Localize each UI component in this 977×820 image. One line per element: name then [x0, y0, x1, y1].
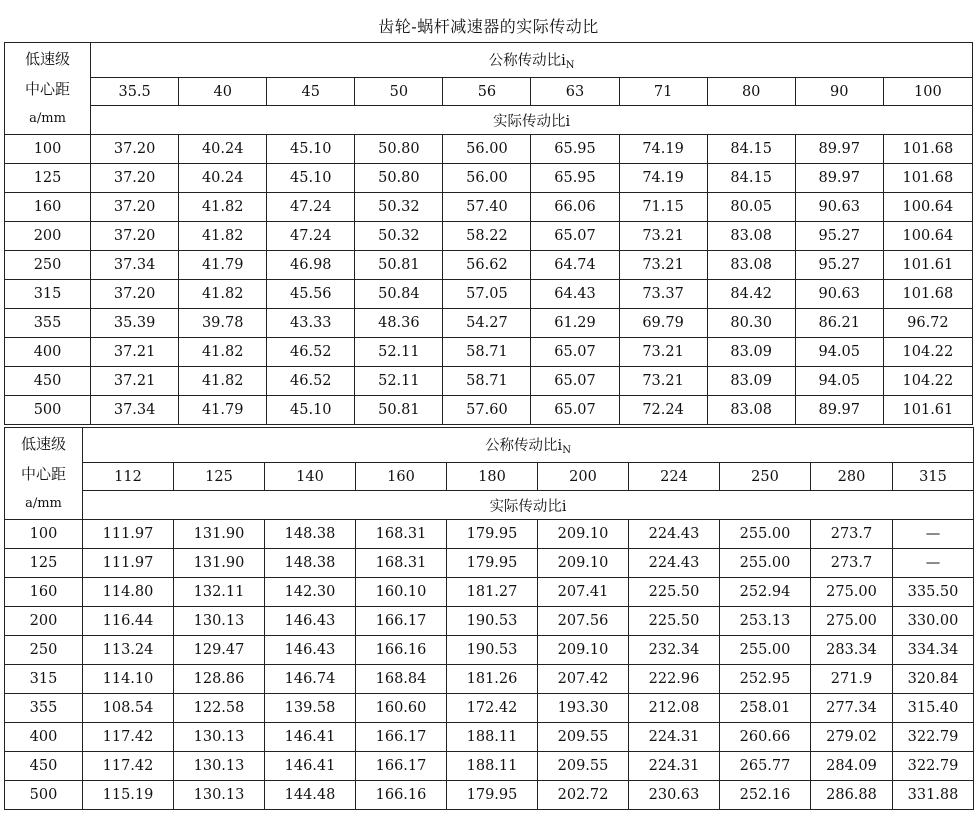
actual-ratio-cell: 57.60: [443, 396, 531, 425]
actual-ratio-cell: 47.24: [267, 193, 355, 222]
actual-ratio-cell: 212.08: [629, 694, 720, 723]
nominal-ratio-cell: 125: [174, 463, 265, 491]
actual-ratio-cell: 146.43: [265, 636, 356, 665]
actual-ratio-cell: 166.17: [356, 752, 447, 781]
actual-ratio-cell: 166.17: [356, 723, 447, 752]
center-distance-cell: 500: [5, 781, 83, 810]
nominal-ratio-cell: 100: [883, 78, 972, 106]
actual-ratio-cell: 80.05: [707, 193, 795, 222]
center-distance-cell: 200: [5, 607, 83, 636]
actual-ratio-cell: 222.96: [629, 665, 720, 694]
actual-ratio-cell: 188.11: [447, 752, 538, 781]
nominal-ratio-cell: 50: [355, 78, 443, 106]
actual-ratio-cell: 273.7: [811, 520, 893, 549]
actual-ratio-cell: 146.41: [265, 752, 356, 781]
actual-ratio-cell: 41.79: [179, 251, 267, 280]
actual-ratio-cell: 37.20: [91, 135, 179, 164]
actual-ratio-cell: 111.97: [83, 520, 174, 549]
actual-ratio-cell: 130.13: [174, 752, 265, 781]
actual-ratio-cell: 209.10: [538, 549, 629, 578]
actual-ratio-cell: 41.82: [179, 367, 267, 396]
actual-ratio-cell: 111.97: [83, 549, 174, 578]
center-distance-cell: 160: [5, 578, 83, 607]
actual-ratio-cell: 46.52: [267, 338, 355, 367]
actual-ratio-cell: 330.00: [893, 607, 974, 636]
actual-ratio-cell: 255.00: [720, 520, 811, 549]
actual-ratio-cell: 168.31: [356, 549, 447, 578]
table-row: [5, 251, 973, 280]
actual-ratio-cell: 179.95: [447, 781, 538, 810]
actual-ratio-cell: 335.50: [893, 578, 974, 607]
table-row: [5, 723, 974, 752]
actual-ratio-cell: 320.84: [893, 665, 974, 694]
table-row: [5, 694, 974, 723]
actual-ratio-cell: 284.09: [811, 752, 893, 781]
actual-ratio-cell: 73.21: [619, 338, 707, 367]
actual-ratio-cell: 101.61: [883, 396, 972, 425]
actual-ratio-cell: 83.08: [707, 396, 795, 425]
actual-ratio-cell: 45.10: [267, 396, 355, 425]
actual-ratio-cell: 209.55: [538, 752, 629, 781]
actual-ratio-cell: 37.34: [91, 251, 179, 280]
actual-ratio-cell: 181.26: [447, 665, 538, 694]
actual-ratio-cell: 41.82: [179, 222, 267, 251]
nominal-ratio-cell: 180: [447, 463, 538, 491]
actual-ratio-cell: 84.42: [707, 280, 795, 309]
actual-ratio-cell: 58.22: [443, 222, 531, 251]
center-distance-header-line2: 中心距: [20, 464, 66, 483]
actual-ratio-cell: 168.84: [356, 665, 447, 694]
actual-ratio-cell: 50.32: [355, 193, 443, 222]
center-distance-cell: 315: [5, 665, 83, 694]
actual-ratio-cell: 275.00: [811, 578, 893, 607]
actual-ratio-cell: 172.42: [447, 694, 538, 723]
actual-ratio-cell: 142.30: [265, 578, 356, 607]
actual-ratio-cell: 66.06: [531, 193, 619, 222]
center-distance-cell: 100: [5, 135, 91, 164]
center-distance-cell: 125: [5, 549, 83, 578]
actual-ratio-cell: 65.07: [531, 367, 619, 396]
actual-ratio-cell: 50.80: [355, 164, 443, 193]
table-row: [5, 193, 973, 222]
actual-ratio-cell: 61.29: [531, 309, 619, 338]
actual-ratio-cell: 73.37: [619, 280, 707, 309]
nominal-ratio-subscript: N: [562, 445, 571, 456]
table-row: [5, 752, 974, 781]
actual-ratio-cell: 166.16: [356, 636, 447, 665]
actual-ratio-cell: 279.02: [811, 723, 893, 752]
center-distance-cell: 500: [5, 396, 91, 425]
actual-ratio-cell: 132.11: [174, 578, 265, 607]
actual-ratio-cell: 188.11: [447, 723, 538, 752]
actual-ratio-cell: 71.15: [619, 193, 707, 222]
actual-ratio-cell: 104.22: [883, 367, 972, 396]
nominal-ratio-subscript: N: [565, 60, 575, 71]
actual-ratio-cell: 202.72: [538, 781, 629, 810]
actual-ratio-cell: 224.43: [629, 549, 720, 578]
actual-ratio-cell: 90.63: [795, 193, 883, 222]
actual-ratio-cell: 101.68: [883, 280, 972, 309]
center-distance-cell: 250: [5, 636, 83, 665]
actual-ratio-cell: 148.38: [265, 549, 356, 578]
actual-ratio-cell: 64.74: [531, 251, 619, 280]
actual-ratio-cell: 166.17: [356, 607, 447, 636]
center-distance-cell: 125: [5, 164, 91, 193]
actual-ratio-cell: 146.41: [265, 723, 356, 752]
actual-ratio-cell: 331.88: [893, 781, 974, 810]
actual-ratio-cell: 56.00: [443, 164, 531, 193]
actual-ratio-cell: 225.50: [629, 578, 720, 607]
center-distance-header: [5, 428, 83, 520]
actual-ratio-cell: 139.58: [265, 694, 356, 723]
actual-ratio-cell: 45.10: [267, 135, 355, 164]
actual-ratio-cell: 116.44: [83, 607, 174, 636]
actual-ratio-cell: —: [893, 549, 974, 578]
actual-ratio-cell: 84.15: [707, 135, 795, 164]
actual-ratio-cell: 37.21: [91, 367, 179, 396]
actual-ratio-cell: 252.16: [720, 781, 811, 810]
actual-ratio-cell: 283.34: [811, 636, 893, 665]
actual-ratio-cell: 224.31: [629, 723, 720, 752]
center-distance-header-line3: a/mm: [29, 110, 66, 126]
actual-ratio-header: 实际传动比i: [83, 491, 974, 520]
actual-ratio-cell: 207.42: [538, 665, 629, 694]
actual-ratio-cell: 207.56: [538, 607, 629, 636]
actual-ratio-cell: 271.9: [811, 665, 893, 694]
nominal-ratio-cell: 45: [267, 78, 355, 106]
nominal-ratio-cell: 80: [707, 78, 795, 106]
actual-ratio-cell: 83.09: [707, 367, 795, 396]
actual-ratio-cell: 89.97: [795, 135, 883, 164]
actual-ratio-cell: 41.82: [179, 193, 267, 222]
center-distance-cell: 400: [5, 723, 83, 752]
actual-ratio-cell: 83.08: [707, 222, 795, 251]
actual-ratio-cell: 104.22: [883, 338, 972, 367]
actual-ratio-cell: 45.56: [267, 280, 355, 309]
nominal-ratio-header: [91, 43, 973, 78]
actual-ratio-cell: 224.43: [629, 520, 720, 549]
table-row: [5, 222, 973, 251]
actual-ratio-cell: 90.63: [795, 280, 883, 309]
actual-ratio-cell: 100.64: [883, 222, 972, 251]
center-distance-header: [5, 43, 91, 135]
actual-ratio-cell: 117.42: [83, 723, 174, 752]
actual-ratio-cell: 334.34: [893, 636, 974, 665]
actual-ratio-cell: 37.20: [91, 222, 179, 251]
actual-ratio-cell: 114.10: [83, 665, 174, 694]
table-row: [5, 607, 974, 636]
actual-ratio-cell: 65.07: [531, 396, 619, 425]
actual-ratio-cell: 277.34: [811, 694, 893, 723]
actual-ratio-cell: 160.60: [356, 694, 447, 723]
actual-ratio-cell: 252.95: [720, 665, 811, 694]
center-distance-header-line2: 中心距: [25, 79, 71, 98]
actual-ratio-cell: 130.13: [174, 607, 265, 636]
actual-ratio-cell: 265.77: [720, 752, 811, 781]
actual-ratio-cell: 73.21: [619, 251, 707, 280]
actual-ratio-cell: 80.30: [707, 309, 795, 338]
actual-ratio-cell: 54.27: [443, 309, 531, 338]
actual-ratio-cell: 89.97: [795, 396, 883, 425]
actual-ratio-cell: 74.19: [619, 135, 707, 164]
nominal-ratio-label: 公称传动比i: [488, 53, 566, 69]
actual-ratio-cell: 57.05: [443, 280, 531, 309]
center-distance-header-line3: a/mm: [25, 495, 62, 511]
actual-ratio-cell: 113.24: [83, 636, 174, 665]
table-row: [5, 338, 973, 367]
actual-ratio-cell: 37.20: [91, 193, 179, 222]
actual-ratio-cell: 255.00: [720, 636, 811, 665]
actual-ratio-cell: 37.20: [91, 280, 179, 309]
actual-ratio-cell: 95.27: [795, 222, 883, 251]
nominal-ratio-cell: 63: [531, 78, 619, 106]
nominal-ratio-label: 公称传动比i: [485, 438, 563, 454]
table-row: [5, 665, 974, 694]
table-row: [5, 135, 973, 164]
actual-ratio-cell: 130.13: [174, 723, 265, 752]
actual-ratio-cell: 43.33: [267, 309, 355, 338]
center-distance-cell: 200: [5, 222, 91, 251]
center-distance-cell: 355: [5, 694, 83, 723]
center-distance-header-line1: 低速级: [25, 49, 71, 68]
table-row: [5, 396, 973, 425]
actual-ratio-cell: 95.27: [795, 251, 883, 280]
nominal-ratio-cell: 35.5: [91, 78, 179, 106]
actual-ratio-cell: 101.61: [883, 251, 972, 280]
actual-ratio-cell: 40.24: [179, 164, 267, 193]
actual-ratio-cell: 65.95: [531, 164, 619, 193]
actual-ratio-cell: 65.07: [531, 338, 619, 367]
table-row: [5, 367, 973, 396]
actual-ratio-cell: 40.24: [179, 135, 267, 164]
nominal-ratio-cell: 140: [265, 463, 356, 491]
actual-ratio-cell: 84.15: [707, 164, 795, 193]
actual-ratio-cell: 114.80: [83, 578, 174, 607]
actual-ratio-cell: 83.08: [707, 251, 795, 280]
actual-ratio-cell: 72.24: [619, 396, 707, 425]
actual-ratio-cell: 37.34: [91, 396, 179, 425]
actual-ratio-cell: 166.16: [356, 781, 447, 810]
actual-ratio-cell: 37.20: [91, 164, 179, 193]
nominal-ratio-cell: 200: [538, 463, 629, 491]
actual-ratio-cell: 35.39: [91, 309, 179, 338]
actual-ratio-cell: 146.74: [265, 665, 356, 694]
nominal-ratio-header: [83, 428, 974, 463]
actual-ratio-cell: 209.10: [538, 636, 629, 665]
actual-ratio-cell: 96.72: [883, 309, 972, 338]
actual-ratio-cell: 315.40: [893, 694, 974, 723]
actual-ratio-cell: 146.43: [265, 607, 356, 636]
actual-ratio-cell: 39.78: [179, 309, 267, 338]
actual-ratio-cell: 52.11: [355, 338, 443, 367]
actual-ratio-cell: 94.05: [795, 338, 883, 367]
actual-ratio-cell: 46.98: [267, 251, 355, 280]
nominal-ratio-cell: 112: [83, 463, 174, 491]
actual-ratio-cell: 193.30: [538, 694, 629, 723]
actual-ratio-cell: 50.84: [355, 280, 443, 309]
actual-ratio-cell: 58.71: [443, 338, 531, 367]
actual-ratio-cell: 130.13: [174, 781, 265, 810]
actual-ratio-cell: 224.31: [629, 752, 720, 781]
actual-ratio-cell: 50.81: [355, 251, 443, 280]
actual-ratio-cell: 56.62: [443, 251, 531, 280]
actual-ratio-cell: —: [893, 520, 974, 549]
actual-ratio-cell: 190.53: [447, 607, 538, 636]
actual-ratio-cell: 209.10: [538, 520, 629, 549]
actual-ratio-cell: 56.00: [443, 135, 531, 164]
actual-ratio-cell: 117.42: [83, 752, 174, 781]
table-row: [5, 636, 974, 665]
table-row: [5, 520, 974, 549]
actual-ratio-cell: 50.80: [355, 135, 443, 164]
actual-ratio-cell: 131.90: [174, 520, 265, 549]
ratio-table-1: [4, 42, 973, 425]
actual-ratio-cell: 252.94: [720, 578, 811, 607]
actual-ratio-cell: 286.88: [811, 781, 893, 810]
actual-ratio-cell: 73.21: [619, 367, 707, 396]
center-distance-header-line1: 低速级: [20, 434, 66, 453]
actual-ratio-cell: 50.32: [355, 222, 443, 251]
actual-ratio-cell: 131.90: [174, 549, 265, 578]
actual-ratio-cell: 65.07: [531, 222, 619, 251]
actual-ratio-cell: 181.27: [447, 578, 538, 607]
nominal-ratio-cell: 40: [179, 78, 267, 106]
actual-ratio-cell: 52.11: [355, 367, 443, 396]
actual-ratio-cell: 115.19: [83, 781, 174, 810]
actual-ratio-cell: 74.19: [619, 164, 707, 193]
nominal-ratio-cell: 250: [720, 463, 811, 491]
actual-ratio-cell: 128.86: [174, 665, 265, 694]
actual-ratio-cell: 86.21: [795, 309, 883, 338]
actual-ratio-cell: 47.24: [267, 222, 355, 251]
actual-ratio-cell: 64.43: [531, 280, 619, 309]
actual-ratio-cell: 101.68: [883, 164, 972, 193]
actual-ratio-cell: 41.79: [179, 396, 267, 425]
actual-ratio-cell: 69.79: [619, 309, 707, 338]
table-row: [5, 164, 973, 193]
center-distance-cell: 315: [5, 280, 91, 309]
actual-ratio-cell: 322.79: [893, 752, 974, 781]
actual-ratio-cell: 122.58: [174, 694, 265, 723]
actual-ratio-cell: 255.00: [720, 549, 811, 578]
center-distance-cell: 450: [5, 367, 91, 396]
actual-ratio-cell: 322.79: [893, 723, 974, 752]
ratio-table-2: [4, 427, 974, 810]
actual-ratio-cell: 232.34: [629, 636, 720, 665]
actual-ratio-cell: 179.95: [447, 549, 538, 578]
nominal-ratio-cell: 315: [893, 463, 974, 491]
nominal-ratio-cell: 71: [619, 78, 707, 106]
actual-ratio-cell: 83.09: [707, 338, 795, 367]
actual-ratio-cell: 273.7: [811, 549, 893, 578]
actual-ratio-cell: 94.05: [795, 367, 883, 396]
actual-ratio-cell: 179.95: [447, 520, 538, 549]
actual-ratio-cell: 50.81: [355, 396, 443, 425]
actual-ratio-cell: 230.63: [629, 781, 720, 810]
actual-ratio-cell: 190.53: [447, 636, 538, 665]
nominal-ratio-cell: 160: [356, 463, 447, 491]
actual-ratio-cell: 89.97: [795, 164, 883, 193]
actual-ratio-cell: 41.82: [179, 280, 267, 309]
center-distance-cell: 250: [5, 251, 91, 280]
actual-ratio-cell: 148.38: [265, 520, 356, 549]
actual-ratio-cell: 207.41: [538, 578, 629, 607]
actual-ratio-cell: 65.95: [531, 135, 619, 164]
actual-ratio-cell: 260.66: [720, 723, 811, 752]
nominal-ratio-cell: 280: [811, 463, 893, 491]
actual-ratio-cell: 101.68: [883, 135, 972, 164]
actual-ratio-cell: 258.01: [720, 694, 811, 723]
table-row: [5, 781, 974, 810]
actual-ratio-cell: 160.10: [356, 578, 447, 607]
nominal-ratio-cell: 90: [795, 78, 883, 106]
actual-ratio-cell: 209.55: [538, 723, 629, 752]
table-row: [5, 280, 973, 309]
actual-ratio-cell: 253.13: [720, 607, 811, 636]
actual-ratio-cell: 57.40: [443, 193, 531, 222]
actual-ratio-cell: 275.00: [811, 607, 893, 636]
table-row: [5, 549, 974, 578]
nominal-ratio-cell: 56: [443, 78, 531, 106]
actual-ratio-cell: 168.31: [356, 520, 447, 549]
actual-ratio-cell: 100.64: [883, 193, 972, 222]
center-distance-cell: 450: [5, 752, 83, 781]
actual-ratio-header: 实际传动比i: [91, 106, 973, 135]
actual-ratio-cell: 41.82: [179, 338, 267, 367]
actual-ratio-cell: 45.10: [267, 164, 355, 193]
table-row: [5, 578, 974, 607]
actual-ratio-cell: 108.54: [83, 694, 174, 723]
actual-ratio-cell: 73.21: [619, 222, 707, 251]
actual-ratio-cell: 37.21: [91, 338, 179, 367]
actual-ratio-cell: 129.47: [174, 636, 265, 665]
table-row: [5, 309, 973, 338]
actual-ratio-cell: 58.71: [443, 367, 531, 396]
actual-ratio-cell: 48.36: [355, 309, 443, 338]
actual-ratio-cell: 225.50: [629, 607, 720, 636]
center-distance-cell: 355: [5, 309, 91, 338]
center-distance-cell: 160: [5, 193, 91, 222]
actual-ratio-cell: 144.48: [265, 781, 356, 810]
center-distance-cell: 400: [5, 338, 91, 367]
center-distance-cell: 100: [5, 520, 83, 549]
nominal-ratio-cell: 224: [629, 463, 720, 491]
actual-ratio-cell: 46.52: [267, 367, 355, 396]
page-title: 齿轮-蜗杆减速器的实际传动比: [378, 17, 599, 36]
